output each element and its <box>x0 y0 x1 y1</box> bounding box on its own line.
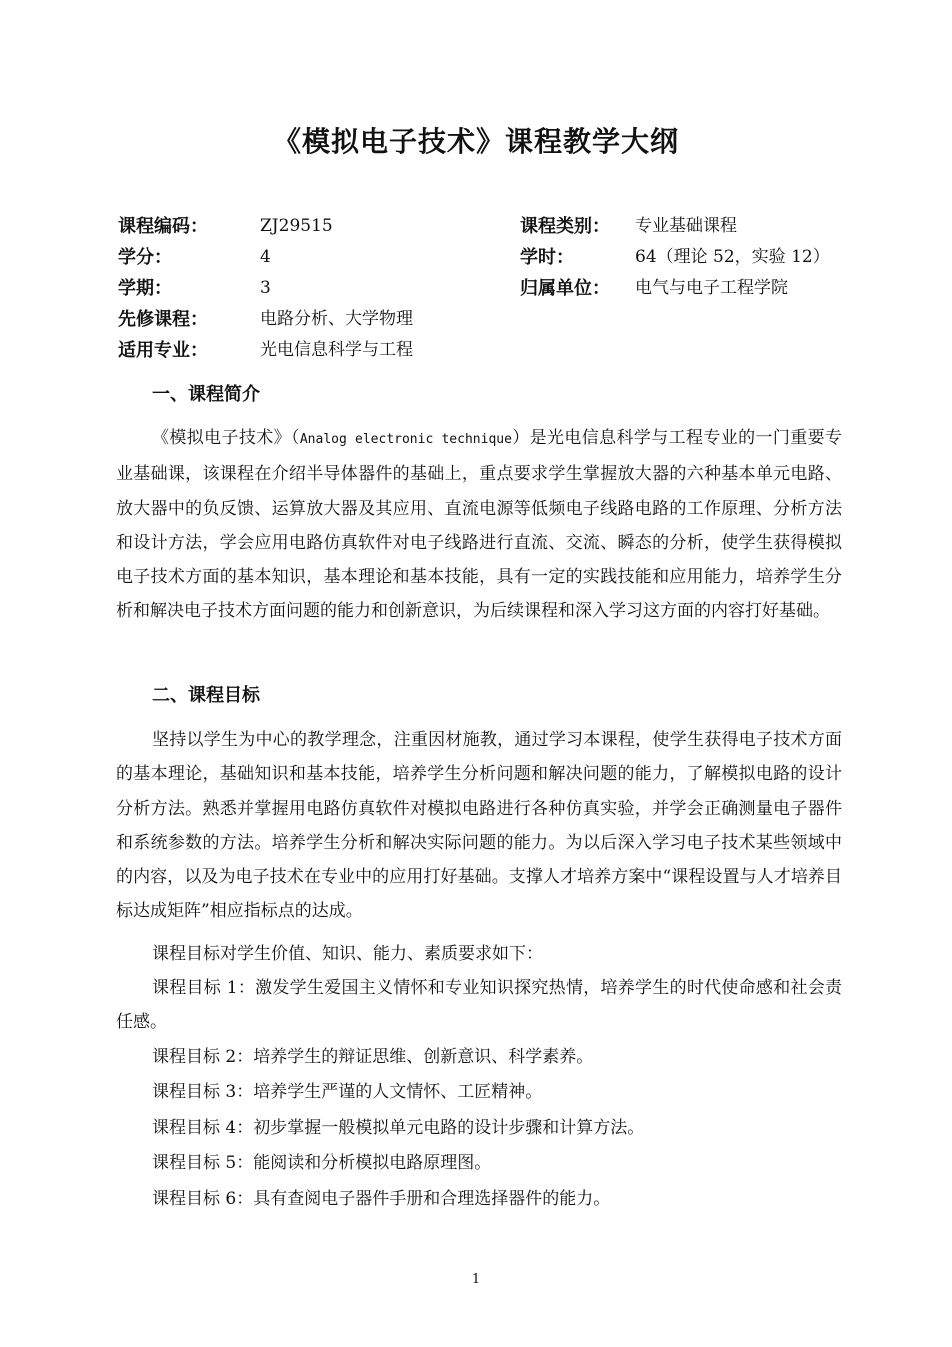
hours-value: 64（理论 52，实验 12） <box>635 247 830 267</box>
section1-para-prefix: 《模拟电子技术》（ <box>152 428 300 448</box>
section2-heading: 二、课程目标 <box>152 685 260 706</box>
info-row-code <box>118 211 858 242</box>
course-code-label: 课程编码： <box>118 216 208 237</box>
prerequisite-label: 先修课程： <box>118 309 208 330</box>
course-code-value: ZJ29515 <box>260 216 333 236</box>
goal-item-6: 课程目标 6：具有查阅电子器件手册和合理选择器件的能力。 <box>152 1189 611 1209</box>
page-number: 1 <box>471 1272 481 1287</box>
unit-label: 归属单位： <box>520 278 610 299</box>
section1-para-body: ）是光电信息科学与工程专业的一门重要专业基础课，该课程在介绍半导体器件的基础上，重点要求学生掌握放大器的六种基本单元电路、放大器中的负反馈、运算放大器及其应用、直流电源等低频电子线路电路的工作原理、分析方法和设计方法，学会应用电路仿真软件对电子线路进行直流、交流、瞬态的分析，使学生获得模拟电子技术方面的基本知识，基本理论和基本技能，具有一定的实践技能和应用能力，培养学生分析和解决电子技术方面问题的能力和创新意识，为后续课程和深入学习这方面的内容打好基础。 <box>116 428 843 622</box>
info-row-major <box>118 335 858 366</box>
section1-heading: 一、课程简介 <box>152 384 260 405</box>
goal-item-5: 课程目标 5：能阅读和分析模拟电路原理图。 <box>152 1153 492 1173</box>
section2-paragraph: 坚持以学生为中心的教学理念，注重因材施教，通过学习本课程，使学生获得电子技术方面的基本理论，基础知识和基本技能，培养学生分析问题和解决问题的能力，了解模拟电路的设计分析方法。熟悉并掌握用电路仿真软件对模拟电路进行各种仿真实验，并学会正确测量电子器件和系统参数的方法。培养学生分析和解决实际问题的能力。为以后深入学习电子技术某些领域中的内容，以及为电子技术在专业中的应用打好基础。支撑人才培养方案中“课程设置与人才培养目标达成矩阵”相应指标点的达成。 <box>116 730 842 922</box>
major-label: 适用专业： <box>118 340 208 361</box>
prerequisite-value: 电路分析、大学物理 <box>260 309 413 329</box>
course-category-value: 专业基础课程 <box>635 216 737 236</box>
goal-item-4: 课程目标 4：初步掌握一般模拟单元电路的设计步骤和计算方法。 <box>152 1118 645 1138</box>
goal-item-1: 课程目标 1：激发学生爱国主义情怀和专业知识探究热情，培养学生的时代使命感和社会责任感。 <box>116 978 842 1033</box>
term-label: 学期： <box>118 278 172 299</box>
section1-para-english: Analog electronic technique <box>299 432 512 447</box>
goal-item-2: 课程目标 2：培养学生的辩证思维、创新意识、科学素养。 <box>152 1047 594 1067</box>
credit-label: 学分： <box>118 247 172 268</box>
course-category-label: 课程类别： <box>520 216 610 237</box>
major-value: 光电信息科学与工程 <box>260 340 413 360</box>
credit-value: 4 <box>260 247 271 267</box>
document-title: 《模拟电子技术》课程教学大纲 <box>272 125 679 158</box>
goal-item-3: 课程目标 3：培养学生严谨的人文情怀、工匠精神。 <box>152 1082 543 1102</box>
unit-value: 电气与电子工程学院 <box>635 278 788 298</box>
term-value: 3 <box>260 278 271 298</box>
goals-intro: 课程目标对学生价值、知识、能力、素质要求如下： <box>152 944 543 964</box>
hours-label: 学时： <box>520 247 574 268</box>
course-info-table <box>118 211 858 366</box>
info-row-term <box>118 273 858 304</box>
section1-paragraph <box>116 421 842 629</box>
info-row-prereq <box>118 304 858 335</box>
info-row-credit <box>118 242 858 273</box>
